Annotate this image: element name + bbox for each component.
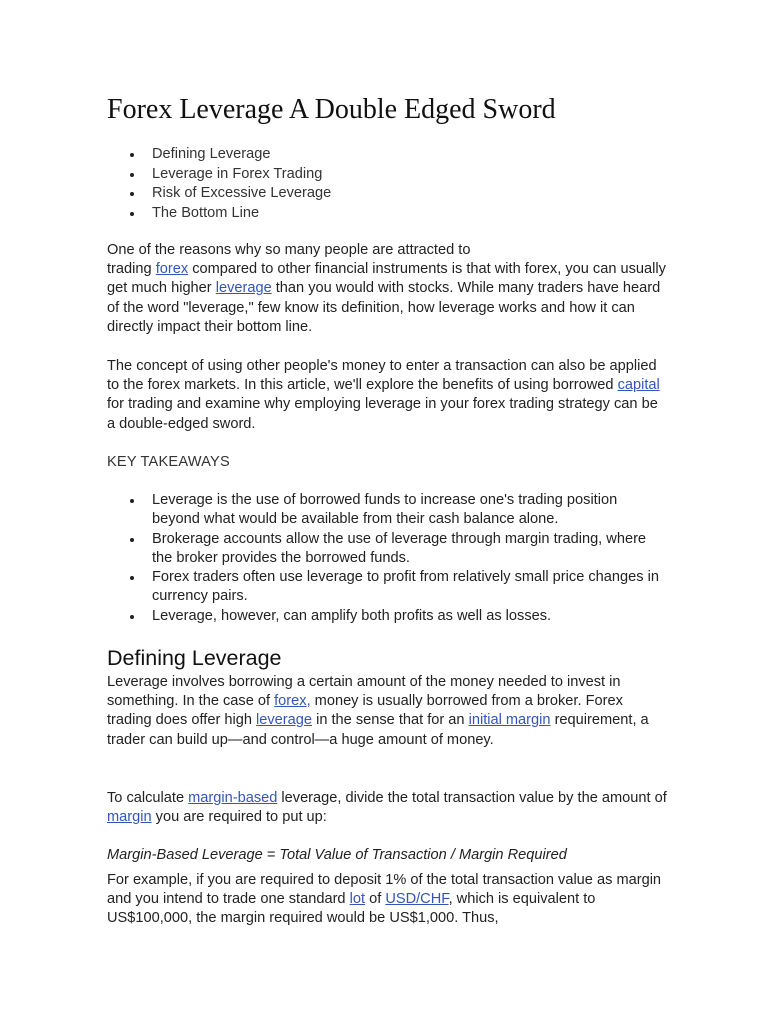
link-lot[interactable]: lot xyxy=(349,891,366,908)
link-forex-2[interactable]: forex, xyxy=(274,693,311,710)
intro-paragraph-2 xyxy=(107,357,667,434)
intro-p2-text-a: The concept of using other people's money to enter a transaction can also be applied to the forex markets. In this article, we'll explore the benefits of using borrowed xyxy=(107,358,657,394)
key-takeaways-section xyxy=(107,453,667,472)
leverage-formula: Margin-Based Leverage = Total Value of Transaction / Margin Required xyxy=(107,847,567,863)
formula-block xyxy=(107,846,667,865)
page-title: Forex Leverage A Double Edged Sword xyxy=(107,94,556,125)
intro-p1-text-c: than you would with stocks. While many traders have heard of the word "leverage," few know its definition, how leverage works and how it can directly impact their bottom line. xyxy=(107,280,661,335)
takeaway-item: Forex traders often use leverage to profit from relatively small price changes in currency pairs. xyxy=(107,568,667,607)
link-margin[interactable]: margin xyxy=(107,809,152,826)
defining-paragraph-2-text xyxy=(107,789,667,827)
defining-p2-text-a: To calculate xyxy=(107,790,189,806)
takeaway-item: Leverage, however, can amplify both profits as well as losses. xyxy=(107,607,667,626)
key-takeaways-list xyxy=(107,491,667,626)
intro-p1-line1: One of the reasons why so many people are attracted to xyxy=(107,242,471,258)
defining-p1-text-b: money is usually borrowed from a broker. Forex trading does offer high xyxy=(107,693,623,729)
takeaway-item: Brokerage accounts allow the use of leverage through margin trading, where the broker provides the borrowed funds. xyxy=(107,530,667,569)
intro-paragraph-1 xyxy=(107,241,667,337)
defining-paragraph-3 xyxy=(107,871,667,929)
defining-p1-text-c: in the sense that for an xyxy=(312,712,469,729)
defining-p1-text-a: Leverage involves borrowing a certain amount of the money needed to invest in something. In the case of xyxy=(107,674,621,710)
intro-paragraph-2-text xyxy=(107,357,667,434)
defining-paragraph-1-text xyxy=(107,673,667,750)
intro-paragraph-1-text xyxy=(107,241,667,337)
defining-p2-text-b: leverage, divide the total transaction value by the amount of xyxy=(277,790,667,806)
link-capital[interactable]: capital xyxy=(617,377,660,394)
defining-paragraph-2 xyxy=(107,789,667,827)
toc-item-leverage-in-forex-trading[interactable]: Leverage in Forex Trading xyxy=(107,165,667,185)
defining-p2-text-c: you are required to put up: xyxy=(151,809,327,826)
defining-p3-text-b: of xyxy=(365,891,386,908)
link-leverage-2[interactable]: leverage xyxy=(256,712,313,729)
toc-item-defining-leverage[interactable]: Defining Leverage xyxy=(107,145,667,165)
key-takeaways-heading: KEY TAKEAWAYS xyxy=(107,454,230,470)
link-forex[interactable]: forex xyxy=(155,261,189,278)
link-margin-based[interactable]: margin-based xyxy=(188,790,278,806)
defining-p1-text-d: requirement, a trader can build up—and control—a huge amount of money. xyxy=(107,712,649,748)
intro-p1-text-b: compared to other financial instruments is that with forex, you can usually get much higher xyxy=(107,261,666,297)
table-of-contents xyxy=(107,145,667,223)
defining-paragraph-1 xyxy=(107,673,667,750)
section-heading-defining-leverage: Defining Leverage xyxy=(107,646,282,670)
defining-p3-text-c: , which is equivalent to US$100,000, the margin required would be US$1,000. Thus, xyxy=(107,891,596,927)
takeaway-item: Leverage is the use of borrowed funds to increase one's trading position beyond what would be available from their cash balance alone. xyxy=(107,491,667,530)
toc-item-risk-of-excessive-leverage[interactable]: Risk of Excessive Leverage xyxy=(107,184,667,204)
toc-item-the-bottom-line[interactable]: The Bottom Line xyxy=(107,204,667,224)
defining-paragraph-3-text xyxy=(107,871,667,929)
intro-p1-text-a: trading xyxy=(107,261,156,278)
link-usd-chf[interactable]: USD/CHF xyxy=(385,891,449,908)
intro-p2-text-b: for trading and examine why employing leverage in your forex trading strategy can be a double-edged sword. xyxy=(107,396,658,432)
link-initial-margin[interactable]: initial margin xyxy=(468,712,551,729)
link-leverage[interactable]: leverage xyxy=(215,280,272,297)
defining-p3-text-a: For example, if you are required to deposit 1% of the total transaction value as margin and you intend to trade one standard xyxy=(107,872,662,908)
